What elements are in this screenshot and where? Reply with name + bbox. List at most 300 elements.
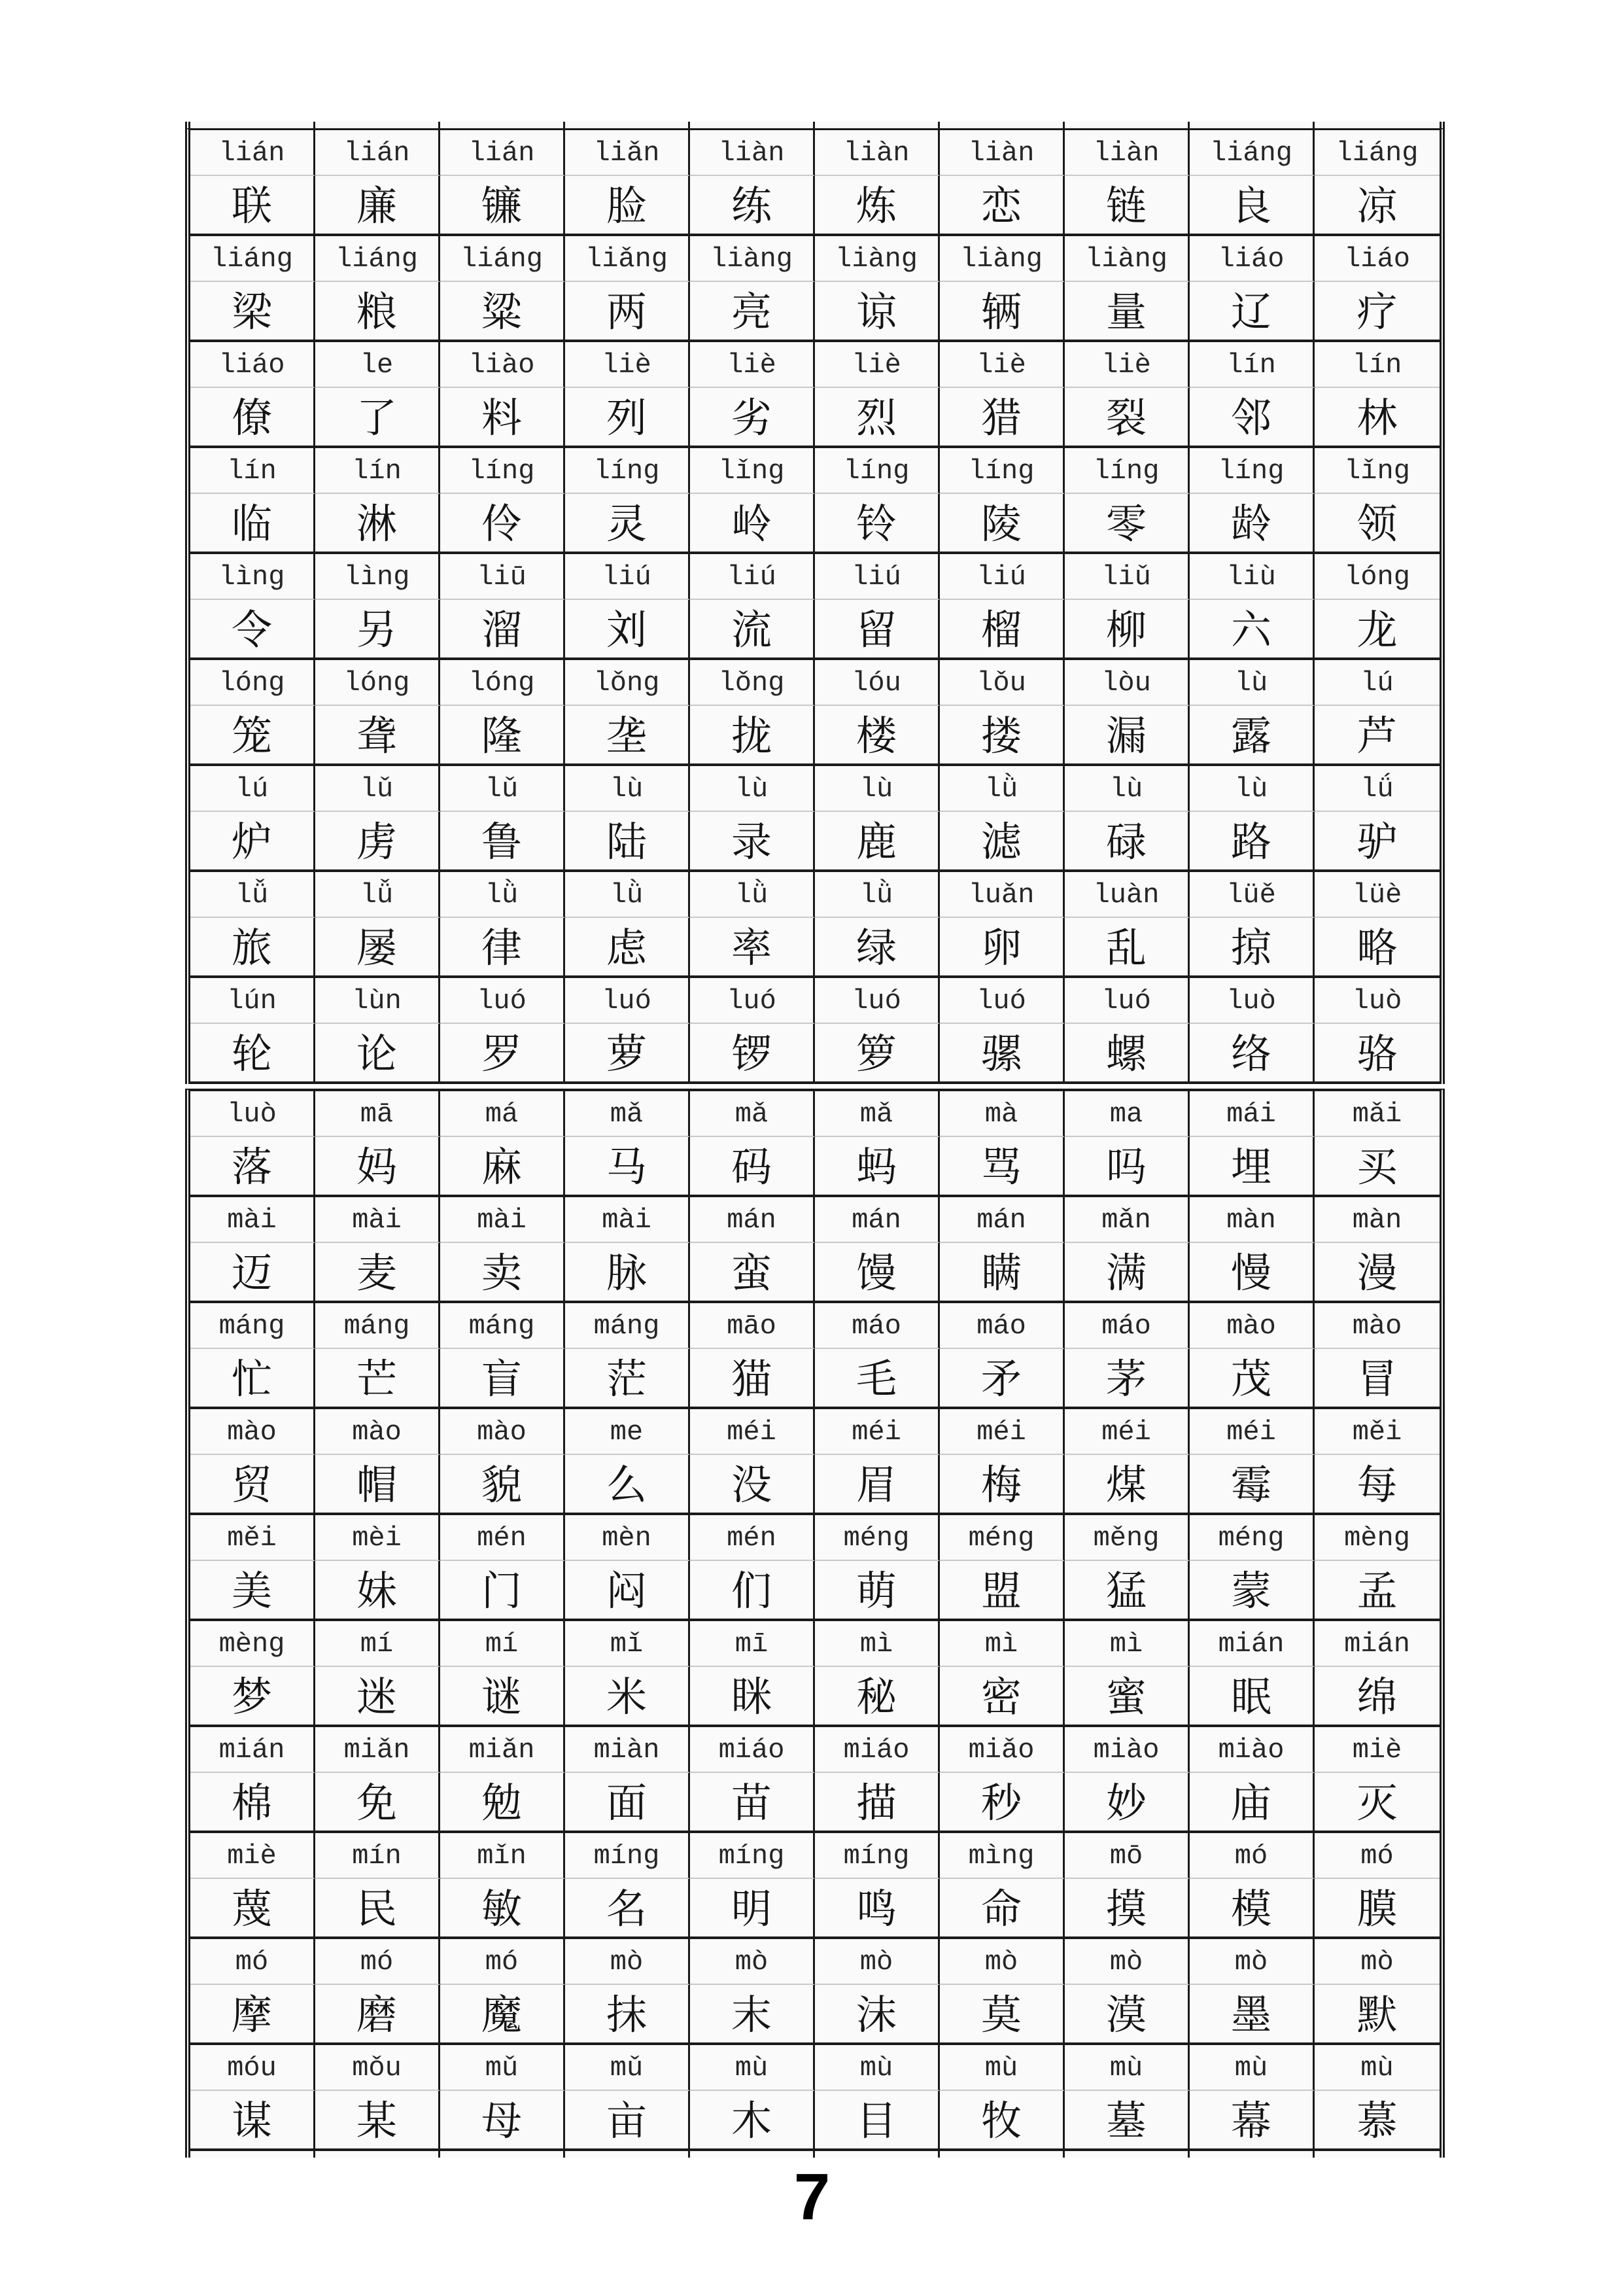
pinyin-cell: luàn [1065, 872, 1190, 918]
pinyin-cell: lǒng [690, 660, 815, 706]
char-cell: 辽 [1190, 282, 1315, 342]
char-cell: 沫 [815, 1985, 940, 2045]
pinyin-cell: mài [440, 1197, 565, 1243]
pinyin-cell: mào [1315, 1303, 1440, 1349]
pinyin-cell: lù [1065, 766, 1190, 812]
pinyin-cell: mó [1315, 1833, 1440, 1879]
char-cell: 米 [565, 1667, 690, 1727]
pinyin-cell: liú [815, 554, 940, 600]
pinyin-cell: mì [815, 1621, 940, 1667]
cut-cell [1190, 122, 1315, 128]
char-cell: 瞒 [940, 1243, 1065, 1303]
pinyin-cell: luó [1065, 978, 1190, 1024]
pinyin-cell: mó [190, 1939, 315, 1985]
char-cell: 谅 [815, 282, 940, 342]
char-cell: 伶 [440, 494, 565, 554]
pinyin-cell: miào [1065, 1727, 1190, 1773]
pinyin-cell: méi [940, 1409, 1065, 1455]
pinyin-cell: líng [565, 448, 690, 494]
char-cell: 母 [440, 2091, 565, 2151]
pinyin-cell: lú [190, 766, 315, 812]
pinyin-cell: mào [315, 1409, 440, 1455]
pinyin-cell: lìng [190, 554, 315, 600]
pinyin-cell: mí [440, 1621, 565, 1667]
table-cut-bottom [185, 2151, 1445, 2158]
pinyin-cell: mèi [315, 1515, 440, 1561]
pinyin-cell: me [565, 1409, 690, 1455]
pinyin-cell: liè [1065, 342, 1190, 388]
pinyin-cell: mò [940, 1939, 1065, 1985]
char-cell: 练 [690, 176, 815, 236]
char-cell: 率 [690, 918, 815, 978]
pinyin-cell: mǔ [565, 2045, 690, 2091]
cut-cell [940, 122, 1065, 128]
pinyin-cell: lǐng [690, 448, 815, 494]
char-cell: 命 [940, 1879, 1065, 1939]
char-cell: 龄 [1190, 494, 1315, 554]
pinyin-cell: miào [1190, 1727, 1315, 1773]
char-cell: 麻 [440, 1137, 565, 1197]
pinyin-cell: liàn [1065, 130, 1190, 176]
char-cell: 疗 [1315, 282, 1440, 342]
pinyin-cell: mó [315, 1939, 440, 1985]
char-cell: 盲 [440, 1349, 565, 1409]
char-cell: 六 [1190, 600, 1315, 660]
pinyin-cell: miǎo [940, 1727, 1065, 1773]
char-cell: 馒 [815, 1243, 940, 1303]
pinyin-cell: líng [440, 448, 565, 494]
pinyin-cell: liáng [315, 236, 440, 282]
char-cell: 默 [1315, 1985, 1440, 2045]
pinyin-cell: lín [190, 448, 315, 494]
pinyin-cell: liú [940, 554, 1065, 600]
char-cell: 木 [690, 2091, 815, 2151]
char-cell: 莫 [940, 1985, 1065, 2045]
pinyin-cell: luò [1315, 978, 1440, 1024]
char-cell: 陵 [940, 494, 1065, 554]
pinyin-cell: luò [190, 1091, 315, 1137]
char-cell: 漫 [1315, 1243, 1440, 1303]
pinyin-cell: liáo [190, 342, 315, 388]
pinyin-cell: miè [1315, 1727, 1440, 1773]
char-cell: 卖 [440, 1243, 565, 1303]
pinyin-cell: miǎn [440, 1727, 565, 1773]
char-cell: 贸 [190, 1455, 315, 1515]
pinyin-cell: mù [1190, 2045, 1315, 2091]
char-cell: 虏 [315, 812, 440, 872]
pinyin-cell: mō [1065, 1833, 1190, 1879]
char-cell: 磨 [315, 1985, 440, 2045]
pinyin-cell: mò [1315, 1939, 1440, 1985]
pinyin-cell: liáo [1190, 236, 1315, 282]
char-cell: 录 [690, 812, 815, 872]
pinyin-cell: lián [315, 130, 440, 176]
pinyin-cell: mā [315, 1091, 440, 1137]
pinyin-cell: mǎn [1065, 1197, 1190, 1243]
pinyin-cell: mì [940, 1621, 1065, 1667]
char-cell: 麦 [315, 1243, 440, 1303]
char-cell: 买 [1315, 1137, 1440, 1197]
char-cell: 名 [565, 1879, 690, 1939]
pinyin-cell: mài [190, 1197, 315, 1243]
char-cell: 迷 [315, 1667, 440, 1727]
pinyin-cell: mǒu [315, 2045, 440, 2091]
pinyin-cell: liè [815, 342, 940, 388]
char-cell: 灭 [1315, 1773, 1440, 1833]
pinyin-cell: méng [815, 1515, 940, 1561]
pinyin-cell: luǎn [940, 872, 1065, 918]
char-cell: 迈 [190, 1243, 315, 1303]
pinyin-cell: liàng [1065, 236, 1190, 282]
char-cell: 临 [190, 494, 315, 554]
char-cell: 轮 [190, 1024, 315, 1084]
char-cell: 漠 [1065, 1985, 1190, 2045]
char-cell: 茂 [1190, 1349, 1315, 1409]
char-cell: 滤 [940, 812, 1065, 872]
pinyin-cell: méi [690, 1409, 815, 1455]
char-cell: 罗 [440, 1024, 565, 1084]
char-cell: 溜 [440, 600, 565, 660]
char-cell: 猛 [1065, 1561, 1190, 1621]
pinyin-cell: liú [690, 554, 815, 600]
pinyin-cell: lùn [315, 978, 440, 1024]
table-cut-top [185, 122, 1445, 128]
char-cell: 蜜 [1065, 1667, 1190, 1727]
char-cell: 烈 [815, 388, 940, 448]
char-cell: 拢 [690, 706, 815, 766]
pinyin-cell: liào [440, 342, 565, 388]
pinyin-cell: líng [815, 448, 940, 494]
char-cell: 骂 [940, 1137, 1065, 1197]
pinyin-cell: mí [315, 1621, 440, 1667]
char-cell: 谜 [440, 1667, 565, 1727]
char-cell: 垄 [565, 706, 690, 766]
cut-cell [815, 122, 940, 128]
char-cell: 谋 [190, 2091, 315, 2151]
pinyin-cell: líng [940, 448, 1065, 494]
char-cell: 煤 [1065, 1455, 1190, 1515]
char-cell: 描 [815, 1773, 940, 1833]
char-cell: 亮 [690, 282, 815, 342]
char-cell: 裂 [1065, 388, 1190, 448]
pinyin-cell: mán [940, 1197, 1065, 1243]
char-cell: 聋 [315, 706, 440, 766]
pinyin-cell: měi [1315, 1409, 1440, 1455]
pinyin-cell: lǒng [565, 660, 690, 706]
pinyin-cell: mò [690, 1939, 815, 1985]
char-cell: 辆 [940, 282, 1065, 342]
char-cell: 幕 [1190, 2091, 1315, 2151]
char-cell: 茫 [565, 1349, 690, 1409]
cut-cell [940, 2151, 1065, 2158]
pinyin-cell: lòu [1065, 660, 1190, 706]
char-cell: 零 [1065, 494, 1190, 554]
char-cell: 炼 [815, 176, 940, 236]
char-cell: 另 [315, 600, 440, 660]
pinyin-cell: mài [315, 1197, 440, 1243]
cut-cell [315, 2151, 440, 2158]
pinyin-cell: líng [1190, 448, 1315, 494]
char-cell: 流 [690, 600, 815, 660]
char-cell: 刘 [565, 600, 690, 660]
char-cell: 美 [190, 1561, 315, 1621]
cut-cell [190, 122, 315, 128]
char-cell: 埋 [1190, 1137, 1315, 1197]
pinyin-cell: liū [440, 554, 565, 600]
char-cell: 绿 [815, 918, 940, 978]
cut-cell [190, 2151, 315, 2158]
cut-cell [1315, 122, 1440, 128]
char-cell: 明 [690, 1879, 815, 1939]
pinyin-cell: méng [940, 1515, 1065, 1561]
char-cell: 箩 [815, 1024, 940, 1084]
pinyin-cell: liàn [815, 130, 940, 176]
pinyin-cell: mǎ [815, 1091, 940, 1137]
char-cell: 马 [565, 1137, 690, 1197]
char-cell: 列 [565, 388, 690, 448]
pinyin-cell: liáng [190, 236, 315, 282]
pinyin-cell: liù [1190, 554, 1315, 600]
char-cell: 掠 [1190, 918, 1315, 978]
char-cell: 末 [690, 1985, 815, 2045]
char-cell: 眠 [1190, 1667, 1315, 1727]
pinyin-cell: liè [940, 342, 1065, 388]
pinyin-cell: lù [1190, 660, 1315, 706]
pinyin-cell: mù [1065, 2045, 1190, 2091]
cut-cell [315, 122, 440, 128]
cut-cell [815, 2151, 940, 2158]
pinyin-cell: mán [815, 1197, 940, 1243]
char-cell: 满 [1065, 1243, 1190, 1303]
char-cell: 密 [940, 1667, 1065, 1727]
char-cell: 闷 [565, 1561, 690, 1621]
char-cell: 免 [315, 1773, 440, 1833]
char-cell: 龙 [1315, 600, 1440, 660]
char-cell: 旅 [190, 918, 315, 978]
char-cell: 慢 [1190, 1243, 1315, 1303]
pinyin-cell: mái [1190, 1091, 1315, 1137]
char-cell: 虑 [565, 918, 690, 978]
page-number: 7 [793, 2160, 831, 2234]
pinyin-cell: móu [190, 2045, 315, 2091]
char-cell: 芦 [1315, 706, 1440, 766]
char-cell: 棉 [190, 1773, 315, 1833]
pinyin-cell: mó [1190, 1833, 1315, 1879]
char-cell: 膜 [1315, 1879, 1440, 1939]
char-cell: 摩 [190, 1985, 315, 2045]
pinyin-cell: máo [815, 1303, 940, 1349]
char-cell: 蒙 [1190, 1561, 1315, 1621]
pinyin-cell: liáng [440, 236, 565, 282]
pinyin-cell: mǎ [690, 1091, 815, 1137]
pinyin-cell: mán [690, 1197, 815, 1243]
pinyin-cell: lǐng [1315, 448, 1440, 494]
pinyin-cell: mèng [1315, 1515, 1440, 1561]
pinyin-cell: mín [315, 1833, 440, 1879]
char-cell: 萌 [815, 1561, 940, 1621]
char-cell: 漏 [1065, 706, 1190, 766]
char-cell: 楼 [815, 706, 940, 766]
char-cell: 猫 [690, 1349, 815, 1409]
pinyin-cell: lǚ [315, 872, 440, 918]
pinyin-cell: lù [690, 766, 815, 812]
pinyin-cell: méi [815, 1409, 940, 1455]
cut-cell [565, 2151, 690, 2158]
char-cell: 矛 [940, 1349, 1065, 1409]
pinyin-cell: luó [565, 978, 690, 1024]
pinyin-cell: lóng [315, 660, 440, 706]
char-cell: 孟 [1315, 1561, 1440, 1621]
cut-cell [690, 2151, 815, 2158]
pinyin-cell: míng [815, 1833, 940, 1879]
pinyin-cell: měi [190, 1515, 315, 1561]
char-cell: 苗 [690, 1773, 815, 1833]
pinyin-cell: liàng [940, 236, 1065, 282]
char-cell: 落 [190, 1137, 315, 1197]
pinyin-cell: má [440, 1091, 565, 1137]
char-cell: 乱 [1065, 918, 1190, 978]
cut-cell [1065, 122, 1190, 128]
char-cell: 粱 [440, 282, 565, 342]
pinyin-cell: lín [1190, 342, 1315, 388]
char-cell: 领 [1315, 494, 1440, 554]
char-cell: 墨 [1190, 1985, 1315, 2045]
char-cell: 联 [190, 176, 315, 236]
pinyin-cell: mǐ [565, 1621, 690, 1667]
char-cell: 露 [1190, 706, 1315, 766]
char-cell: 岭 [690, 494, 815, 554]
char-cell: 鸣 [815, 1879, 940, 1939]
char-cell: 吗 [1065, 1137, 1190, 1197]
char-cell: 律 [440, 918, 565, 978]
pinyin-cell: miè [190, 1833, 315, 1879]
pinyin-cell: mián [1190, 1621, 1315, 1667]
char-cell: 量 [1065, 282, 1190, 342]
pinyin-cell: méng [1190, 1515, 1315, 1561]
char-cell: 廉 [315, 176, 440, 236]
char-cell: 亩 [565, 2091, 690, 2151]
char-cell: 令 [190, 600, 315, 660]
pinyin-cell: luó [440, 978, 565, 1024]
pinyin-cell: mìng [940, 1833, 1065, 1879]
char-cell: 庙 [1190, 1773, 1315, 1833]
char-cell: 牧 [940, 2091, 1065, 2151]
char-cell: 略 [1315, 918, 1440, 978]
char-cell: 民 [315, 1879, 440, 1939]
char-cell: 梦 [190, 1667, 315, 1727]
char-cell: 眯 [690, 1667, 815, 1727]
char-cell: 蛮 [690, 1243, 815, 1303]
pinyin-cell: miǎn [315, 1727, 440, 1773]
char-cell: 镰 [440, 176, 565, 236]
pinyin-cell: lǔ [315, 766, 440, 812]
char-cell: 僚 [190, 388, 315, 448]
char-cell: 毛 [815, 1349, 940, 1409]
pinyin-cell: mèn [565, 1515, 690, 1561]
char-cell: 粮 [315, 282, 440, 342]
pinyin-cell: miáo [690, 1727, 815, 1773]
char-cell: 某 [315, 2091, 440, 2151]
char-cell: 码 [690, 1137, 815, 1197]
cut-cell [1315, 2151, 1440, 2158]
char-cell: 脉 [565, 1243, 690, 1303]
char-cell: 锣 [690, 1024, 815, 1084]
pinyin-cell: liè [565, 342, 690, 388]
pinyin-cell: mài [565, 1197, 690, 1243]
char-cell: 搂 [940, 706, 1065, 766]
pinyin-cell: luó [940, 978, 1065, 1024]
pinyin-cell: lóu [815, 660, 940, 706]
char-cell: 路 [1190, 812, 1315, 872]
char-cell: 猎 [940, 388, 1065, 448]
char-cell: 淋 [315, 494, 440, 554]
pinyin-cell: máng [190, 1303, 315, 1349]
pinyin-cell: lún [190, 978, 315, 1024]
char-cell: 眉 [815, 1455, 940, 1515]
pinyin-cell: lüè [1315, 872, 1440, 918]
char-cell: 络 [1190, 1024, 1315, 1084]
pinyin-cell: luó [690, 978, 815, 1024]
pinyin-cell: mò [815, 1939, 940, 1985]
pinyin-cell: lüě [1190, 872, 1315, 918]
pinyin-cell: mào [440, 1409, 565, 1455]
char-cell: 屡 [315, 918, 440, 978]
pinyin-cell: māo [690, 1303, 815, 1349]
pinyin-cell: lǜ [690, 872, 815, 918]
pinyin-cell: mào [1190, 1303, 1315, 1349]
pinyin-cell: liàn [690, 130, 815, 176]
pinyin-cell: liàng [690, 236, 815, 282]
pinyin-cell: mǐn [440, 1833, 565, 1879]
pinyin-cell: luò [1190, 978, 1315, 1024]
char-cell: 没 [690, 1455, 815, 1515]
char-cell: 妙 [1065, 1773, 1190, 1833]
pinyin-cell: lǜ [440, 872, 565, 918]
cut-cell [565, 122, 690, 128]
pinyin-cell: mù [690, 2045, 815, 2091]
pinyin-cell: mǎ [565, 1091, 690, 1137]
pinyin-cell: lín [315, 448, 440, 494]
char-cell: 茅 [1065, 1349, 1190, 1409]
pinyin-cell: lǜ [815, 872, 940, 918]
pinyin-cell: lǔ [440, 766, 565, 812]
char-cell: 榴 [940, 600, 1065, 660]
pinyin-cell: lù [1190, 766, 1315, 812]
char-cell: 目 [815, 2091, 940, 2151]
char-cell: 骡 [940, 1024, 1065, 1084]
pinyin-cell: lǒu [940, 660, 1065, 706]
pinyin-cell: lóng [1315, 554, 1440, 600]
pinyin-cell: lǚ [190, 872, 315, 918]
pinyin-cell: liáng [1190, 130, 1315, 176]
pinyin-cell: lù [815, 766, 940, 812]
cut-cell [1190, 2151, 1315, 2158]
pinyin-cell: màn [1190, 1197, 1315, 1243]
pinyin-cell: lián [440, 130, 565, 176]
char-cell: 劣 [690, 388, 815, 448]
char-cell: 摸 [1065, 1879, 1190, 1939]
cut-cell [690, 122, 815, 128]
char-cell: 笼 [190, 706, 315, 766]
pinyin-cell: lǘ [1315, 766, 1440, 812]
char-cell: 留 [815, 600, 940, 660]
pinyin-cell: mò [1190, 1939, 1315, 1985]
char-cell: 们 [690, 1561, 815, 1621]
pinyin-cell: mù [940, 2045, 1065, 2091]
char-cell: 慕 [1315, 2091, 1440, 2151]
char-cell: 了 [315, 388, 440, 448]
char-cell: 抹 [565, 1985, 690, 2045]
